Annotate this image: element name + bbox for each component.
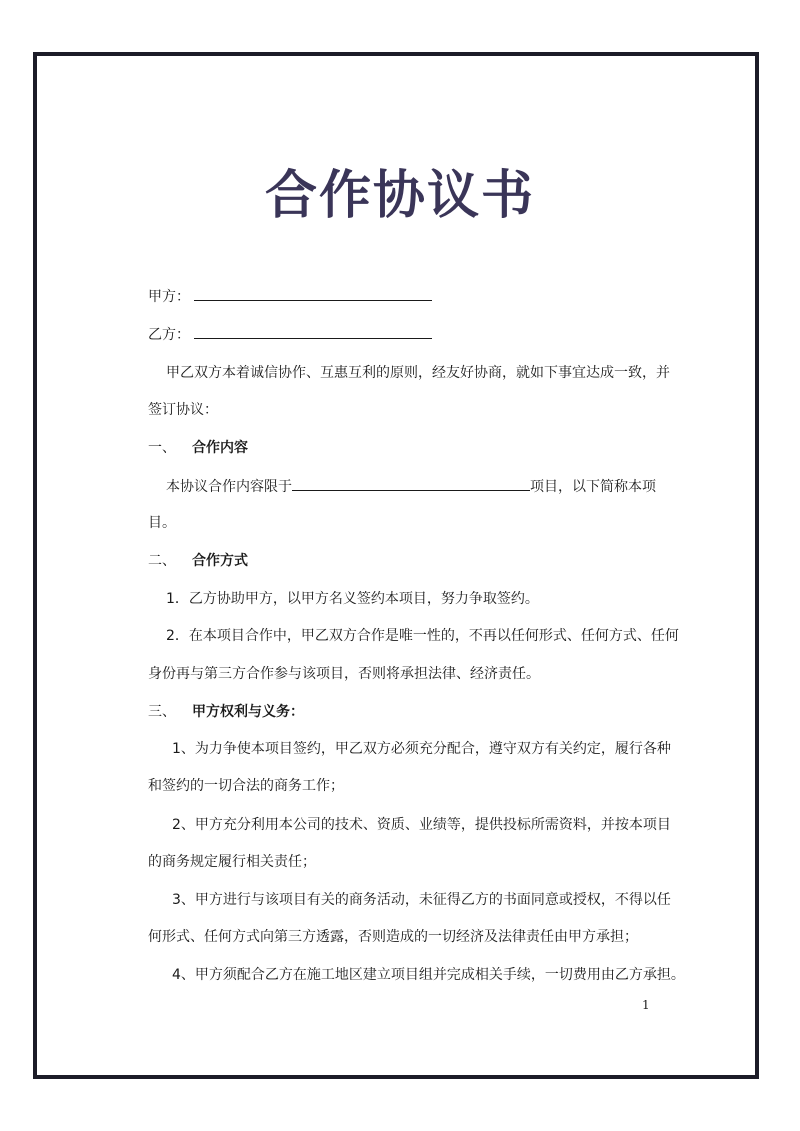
section-1-heading xyxy=(148,438,248,458)
section-1-title: 合作内容 xyxy=(192,440,248,456)
section-3-item-3-line-1: 3、甲方进行与该项目有关的商务活动，未征得乙方的书面同意或授权，不得以任 xyxy=(172,892,671,908)
party-b-label: 乙方： xyxy=(148,327,190,343)
party-a-line xyxy=(148,286,432,307)
section-3-title: 甲方权利与义务： xyxy=(192,704,304,720)
section-1-number: 一、 xyxy=(148,440,176,456)
project-name-blank[interactable] xyxy=(292,476,530,491)
section-2-item-2-line-1: 2．在本项目合作中，甲乙双方合作是唯一性的，不再以任何形式、任何方式、任何 xyxy=(166,628,679,644)
section-2-item-1: 1．乙方协助甲方，以甲方名义签约本项目，努力争取签约。 xyxy=(166,591,539,607)
section-3-item-1-line-1: 1、为力争使本项目签约，甲乙双方必须充分配合，遵守双方有关约定，履行各种 xyxy=(172,741,671,757)
party-a-blank[interactable] xyxy=(194,286,432,301)
party-a-label: 甲方： xyxy=(148,289,190,305)
section-1-prefix: 本协议合作内容限于 xyxy=(166,479,292,495)
page-number: 1 xyxy=(642,998,650,1012)
section-2-heading xyxy=(148,551,248,571)
section-1-line-2: 目。 xyxy=(148,515,176,531)
section-3-item-2-line-1: 2、甲方充分利用本公司的技术、资质、业绩等，提供投标所需资料，并按本项目 xyxy=(172,817,671,833)
document-title: 合作协议书 xyxy=(264,166,535,226)
section-3-item-1-line-2: 和签约的一切合法的商务工作； xyxy=(148,778,344,794)
section-2-title: 合作方式 xyxy=(192,553,248,569)
section-3-item-4-line-1: 4、甲方须配合乙方在施工地区建立项目组并完成相关手续，一切费用由乙方承担。 xyxy=(172,967,685,983)
intro-line-2: 签订协议： xyxy=(148,402,218,418)
section-3-item-2-line-2: 的商务规定履行相关责任； xyxy=(148,854,316,870)
section-3-item-3-line-2: 何形式、任何方式向第三方透露，否则造成的一切经济及法律责任由甲方承担； xyxy=(148,929,638,945)
party-b-line xyxy=(148,324,432,345)
section-1-suffix: 项目，以下简称本项 xyxy=(530,479,656,495)
section-2-item-2-line-2: 身份再与第三方合作参与该项目，否则将承担法律、经济责任。 xyxy=(148,666,540,682)
section-3-number: 三、 xyxy=(148,704,176,720)
party-b-blank[interactable] xyxy=(194,324,432,339)
section-3-heading xyxy=(148,702,304,722)
section-1-line-1 xyxy=(166,476,656,497)
intro-line-1: 甲乙双方本着诚信协作、互惠互利的原则，经友好协商，就如下事宜达成一致，并 xyxy=(166,365,670,381)
section-2-number: 二、 xyxy=(148,553,176,569)
